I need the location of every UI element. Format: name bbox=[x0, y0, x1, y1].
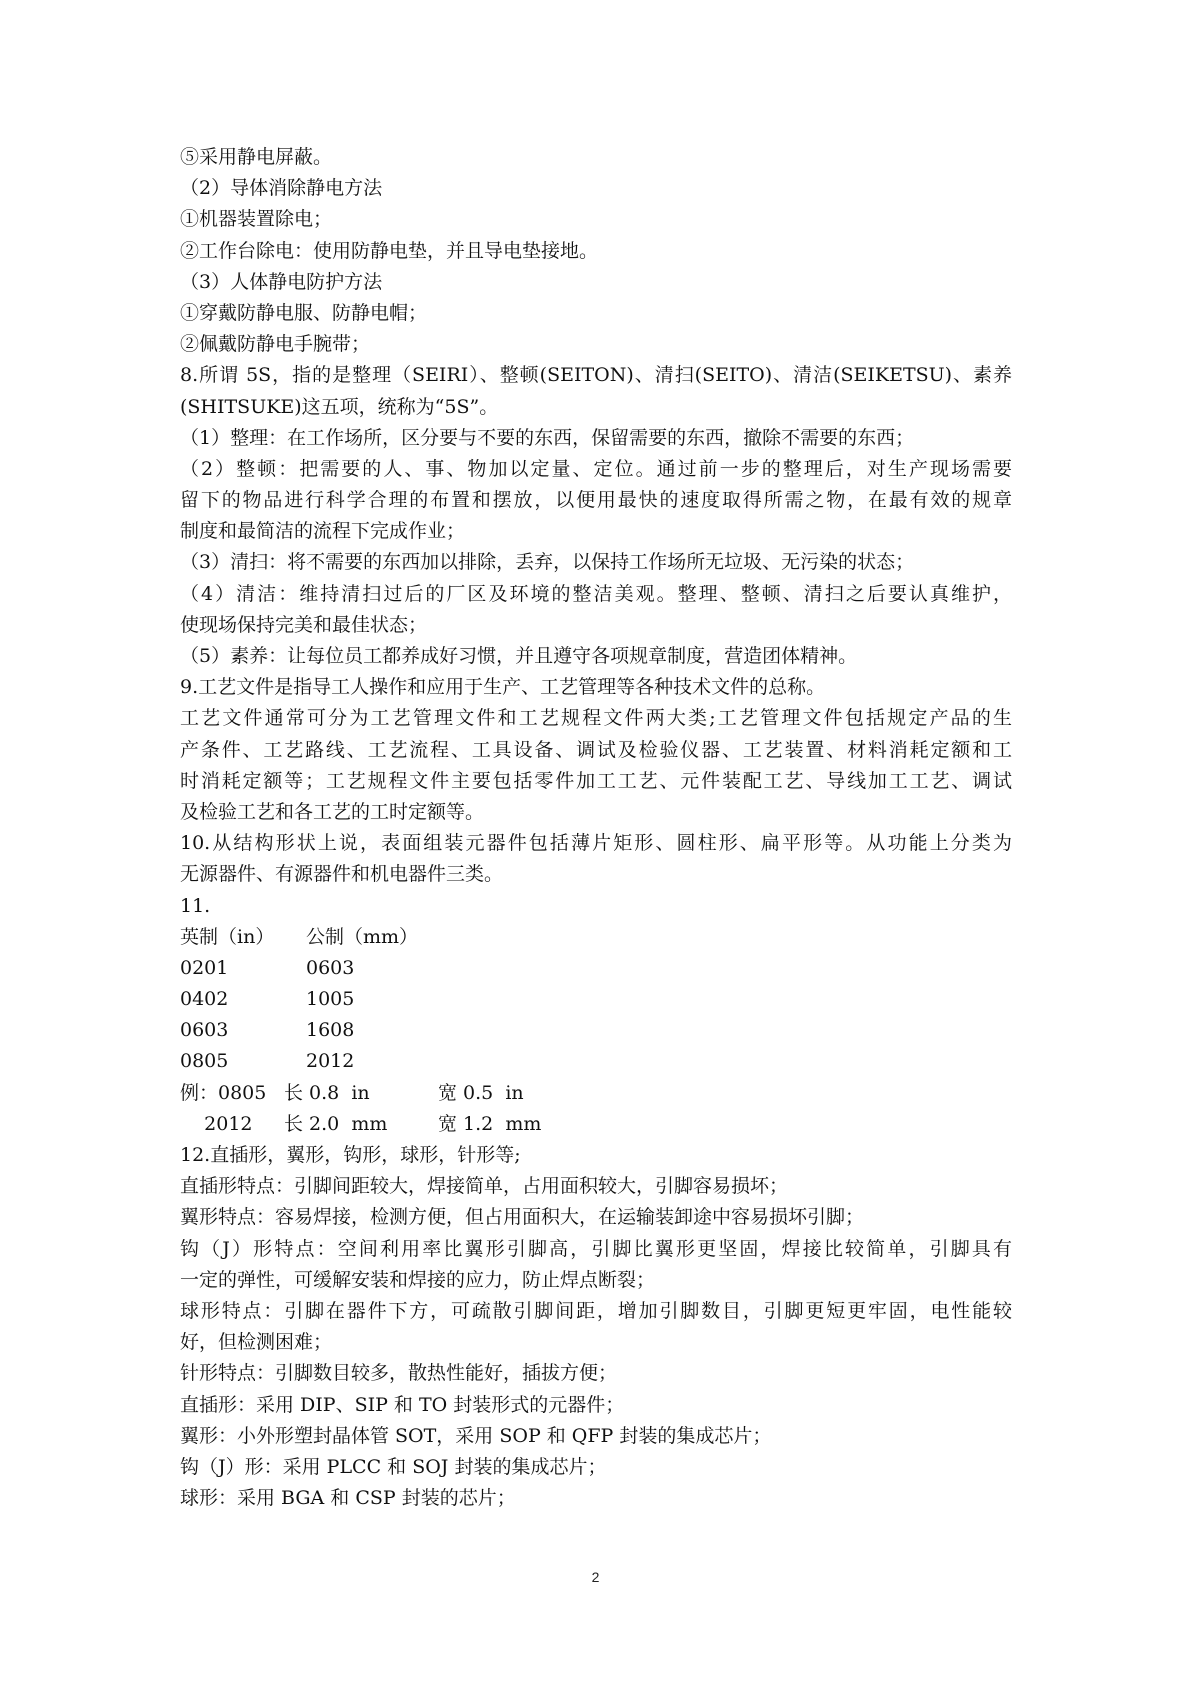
text-line: 直插形特点：引脚间距较大，焊接简单，占用面积较大，引脚容易损坏； bbox=[180, 1175, 789, 1198]
text-block-a bbox=[180, 142, 1012, 922]
page-body bbox=[180, 142, 1012, 1514]
text-line: （4）清洁：维持清扫过后的厂区及环境的整洁美观。整理、整顿、清扫之后要认真维护， bbox=[180, 582, 1012, 605]
header-imperial: 英制（in） bbox=[180, 925, 275, 948]
text-line: 10.从结构形状上说，表面组装元器件包括薄片矩形、圆柱形、扁平形等。从功能上分类为 bbox=[180, 832, 1012, 855]
text-line: 时消耗定额等；工艺规程文件主要包括零件加工工艺、元件装配工艺、导线加工工艺、调试 bbox=[180, 769, 1012, 792]
example-code: 例：0805 bbox=[180, 1081, 267, 1104]
text-line: 球形：采用 BGA 和 CSP 封装的芯片； bbox=[180, 1487, 516, 1510]
size-table-row bbox=[180, 1046, 1012, 1077]
text-line: ⑤采用静电屏蔽。 bbox=[180, 146, 333, 168]
text-line: ①机器装置除电； bbox=[180, 208, 333, 231]
text-line: 8.所谓 5S，指的是整理（SEIRI）、整顿(SEITON)、清扫(SEITO)、清洁(SEIKETSU)、素养 bbox=[180, 364, 1012, 387]
example-width: 宽 0.5 in bbox=[438, 1081, 524, 1104]
text-line: ②工作台除电：使用防静电垫，并且导电垫接地。 bbox=[180, 239, 599, 262]
example-code: 2012 bbox=[180, 1112, 253, 1135]
size-table-row bbox=[180, 1015, 1012, 1046]
text-line: 一定的弹性，可缓解安装和焊接的应力，防止焊点断裂； bbox=[180, 1268, 656, 1291]
text-line: 及检验工艺和各工艺的工时定额等。 bbox=[180, 800, 485, 823]
text-line: 12.直插形，翼形，钩形，球形，针形等; bbox=[180, 1144, 521, 1166]
text-line: 留下的物品进行科学合理的布置和摆放，以便用最快的速度取得所需之物，在最有效的规章 bbox=[180, 489, 1012, 512]
text-line: ②佩戴防静电手腕带； bbox=[180, 333, 371, 356]
text-line: （1）整理：在工作场所，区分要与不要的东西，保留需要的东西，撤除不需要的东西； bbox=[180, 426, 915, 449]
size-table-header bbox=[180, 922, 1012, 953]
metric-cell: 1608 bbox=[306, 1019, 355, 1042]
text-line: 使现场保持完美和最佳状态； bbox=[180, 613, 428, 636]
text-line: （3）人体静电防护方法 bbox=[180, 270, 383, 293]
example-row bbox=[180, 1078, 1012, 1109]
size-table-row bbox=[180, 953, 1012, 984]
text-line: 钩（J）形特点：空间利用率比翼形引脚高，引脚比翼形更坚固，焊接比较简单，引脚具有 bbox=[180, 1237, 1012, 1260]
text-line: （2）导体消除静电方法 bbox=[180, 177, 383, 200]
example-length: 长 0.8 in bbox=[284, 1081, 370, 1104]
text-line: 翼形特点：容易焊接，检测方便，但占用面积大，在运输装卸途中容易损坏引脚； bbox=[180, 1206, 865, 1229]
imperial-cell: 0805 bbox=[180, 1050, 229, 1073]
page-number: 2 bbox=[591, 1569, 600, 1585]
metric-cell: 2012 bbox=[306, 1050, 355, 1073]
imperial-cell: 0201 bbox=[180, 956, 229, 979]
example-width: 宽 1.2 mm bbox=[438, 1112, 542, 1135]
text-line: 工艺文件通常可分为工艺管理文件和工艺规程文件两大类;工艺管理文件包括规定产品的生 bbox=[180, 707, 1012, 730]
text-line: 球形特点：引脚在器件下方，可疏散引脚间距，增加引脚数目，引脚更短更牢固，电性能较 bbox=[180, 1299, 1012, 1322]
text-block-b bbox=[180, 1140, 1012, 1514]
size-example bbox=[180, 1078, 1012, 1140]
text-line: （5）素养：让每位员工都养成好习惯，并且遵守各项规章制度，营造团体精神。 bbox=[180, 645, 858, 667]
example-length: 长 2.0 mm bbox=[284, 1112, 388, 1135]
text-line: 制度和最简洁的流程下完成作业； bbox=[180, 520, 466, 543]
example-row bbox=[180, 1109, 1012, 1140]
text-line: （3）清扫：将不需要的东西加以排除，丢弃，以保持工作场所无垃圾、无污染的状态； bbox=[180, 551, 915, 574]
metric-cell: 1005 bbox=[306, 988, 355, 1011]
text-line: ①穿戴防静电服、防静电帽； bbox=[180, 301, 428, 324]
text-line: 针形特点：引脚数目较多，散热性能好，插拔方便； bbox=[180, 1362, 618, 1385]
size-table-row bbox=[180, 984, 1012, 1015]
imperial-cell: 0603 bbox=[180, 1019, 229, 1042]
text-line: 无源器件、有源器件和机电器件三类。 bbox=[180, 863, 504, 886]
text-line: (SHITSUKE)这五项，统称为“5S”。 bbox=[180, 395, 499, 418]
text-line: 好，但检测困难； bbox=[180, 1331, 333, 1354]
text-line: 钩（J）形：采用 PLCC 和 SOJ 封装的集成芯片； bbox=[180, 1455, 607, 1478]
text-line: 产条件、工艺路线、工艺流程、工具设备、调试及检验仪器、工艺装置、材料消耗定额和工 bbox=[180, 738, 1012, 761]
text-line: 11. bbox=[180, 894, 211, 917]
metric-cell: 0603 bbox=[306, 956, 355, 979]
text-line: （2）整顿：把需要的人、事、物加以定量、定位。通过前一步的整理后，对生产现场需要 bbox=[180, 457, 1012, 480]
imperial-cell: 0402 bbox=[180, 988, 229, 1011]
header-metric: 公制（mm） bbox=[306, 925, 419, 948]
text-line: 9.工艺文件是指导工人操作和应用于生产、工艺管理等各种技术文件的总称。 bbox=[180, 676, 826, 699]
text-line: 直插形：采用 DIP、SIP 和 TO 封装形式的元器件； bbox=[180, 1393, 625, 1416]
size-table bbox=[180, 922, 1012, 1078]
text-line: 翼形：小外形塑封晶体管 SOT，采用 SOP 和 QFP 封装的集成芯片； bbox=[180, 1424, 772, 1447]
